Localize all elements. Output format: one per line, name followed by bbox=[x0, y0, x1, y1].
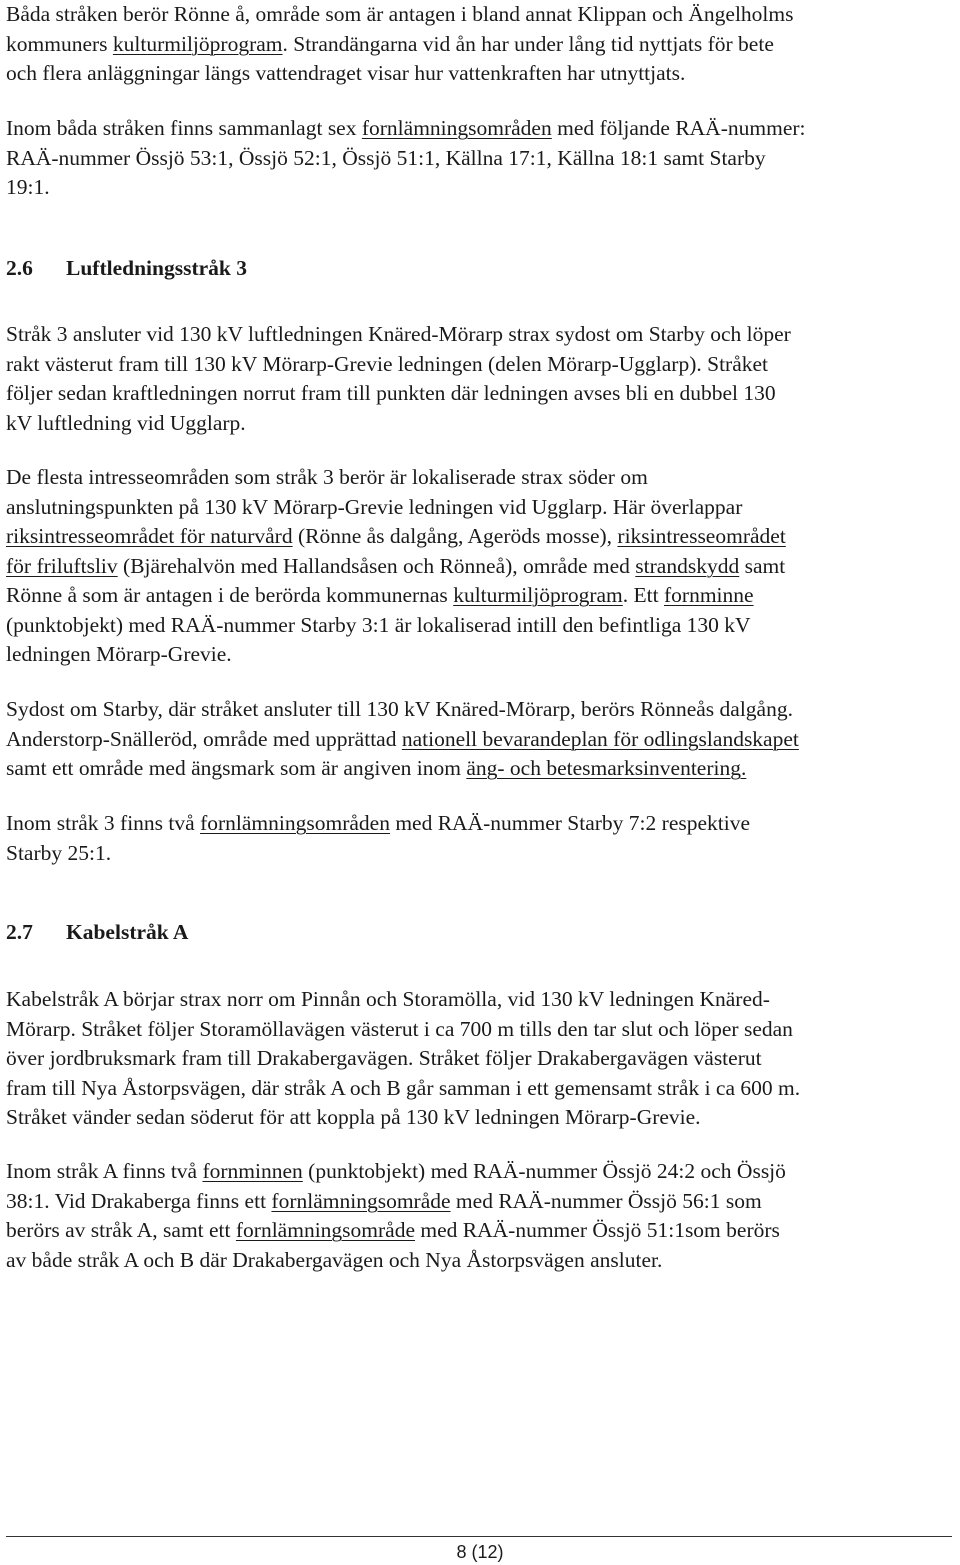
kabel-a-raa-line-2 bbox=[6, 1187, 946, 1217]
strak3-paragraph bbox=[6, 320, 946, 438]
southeast-text: Anderstorp-Snälleröd, område med upprättad bbox=[6, 726, 402, 751]
riksintresse-friluftsliv-link[interactable]: riksintresseområdet bbox=[617, 524, 786, 548]
kabel-a-raa-text: 38:1. Vid Drakaberga finns ett bbox=[6, 1188, 272, 1213]
betesmarksinventering-link[interactable]: äng- och betesmarksinventering. bbox=[466, 756, 747, 780]
interests-text: (Bjärehalvön med Hallandsåsen och Rönneå), område med bbox=[117, 553, 636, 578]
intro-line-2 bbox=[6, 30, 946, 60]
kabel-a-paragraph bbox=[6, 985, 946, 1133]
strak3-raa-text: med RAÄ-nummer Starby 7:2 respektive bbox=[389, 811, 751, 835]
southeast-paragraph bbox=[6, 695, 946, 784]
kabel-a-raa-text: med RAÄ-nummer Össjö 56:1 som bbox=[450, 1188, 762, 1213]
section-heading-2-7 bbox=[6, 918, 188, 948]
riksintresse-naturvard-link[interactable]: riksintresseområdet för naturvård bbox=[6, 524, 293, 548]
interests-text: Rönne å som är antagen i de berörda kommunernas bbox=[6, 583, 454, 607]
interests-line-2: anslutningspunkten på 130 kV Mörarp-Grevie ledningen vid Ugglarp. Här överlappar bbox=[6, 494, 743, 519]
kabel-a-line-5: Stråket vänder sedan söderut för att koppla på 130 kV ledningen Mörarp-Grevie. bbox=[6, 1105, 701, 1129]
intro-line-3: och flera anläggningar längs vattendraget visar hur vattenkraften har utnyttjats. bbox=[6, 61, 686, 85]
strak3-raa-paragraph bbox=[6, 809, 946, 868]
strak3-line-2: rakt västerut fram till 130 kV Mörarp-Grevie ledningen (delen Mörarp-Ugglarp). Stråket bbox=[6, 351, 769, 376]
raa-areas-paragraph bbox=[6, 114, 946, 203]
strandskydd-link[interactable]: strandskydd bbox=[635, 553, 740, 578]
kabel-a-line-4: fram till Nya Åstorpsvägen, där stråk A och B går samman i ett gemensamt stråk i ca 600 m. bbox=[6, 1075, 801, 1100]
southeast-line-2 bbox=[6, 725, 946, 755]
fornminnen-link[interactable]: fornminnen bbox=[202, 1159, 303, 1183]
interests-line-7: ledningen Mörarp-Grevie. bbox=[6, 642, 232, 666]
kabel-a-raa-line-4: av både stråk A och B där Drakabergavägen och Nya Åstorpsvägen ansluter. bbox=[6, 1247, 663, 1272]
kabel-a-line-2: Mörarp. Stråket följer Storamöllavägen västerut i ca 700 m tills den tar slut och löper sedan bbox=[6, 1016, 793, 1041]
section-number: 2.7 bbox=[6, 920, 33, 944]
strak3-raa-line-1 bbox=[6, 809, 946, 839]
section-heading-2-6 bbox=[6, 254, 247, 284]
raa-areas-line-1 bbox=[6, 114, 946, 144]
section-title: Luftledningsstråk 3 bbox=[66, 256, 247, 280]
strak3-line-4: kV luftledning vid Ugglarp. bbox=[6, 410, 246, 435]
kabel-a-line-3: över jordbruksmark fram till Drakabergavägen. Stråket följer Drakabergavägen västerut bbox=[6, 1046, 762, 1070]
section-number: 2.6 bbox=[6, 256, 33, 280]
interests-paragraph bbox=[6, 463, 946, 670]
intro-text: . Strandängarna vid ån har under lång tid nyttjats för bete bbox=[282, 31, 774, 56]
intro-paragraph bbox=[6, 0, 946, 89]
kabel-a-raa-paragraph bbox=[6, 1157, 946, 1275]
fornlamningsomraden-link[interactable]: fornlämningsområden bbox=[200, 811, 390, 835]
fornminne-link[interactable]: fornminne bbox=[664, 583, 754, 607]
raa-areas-line-3: 19:1. bbox=[6, 175, 50, 199]
interests-line-1: De flesta intresseområden som stråk 3 berör är lokaliserade strax söder om bbox=[6, 465, 648, 489]
kabel-a-raa-line-1 bbox=[6, 1157, 946, 1187]
raa-areas-line-2: RAÄ-nummer Össjö 53:1, Össjö 52:1, Össjö 51:1, Källna 17:1, Källna 18:1 samt Starby bbox=[6, 145, 766, 170]
kabel-a-raa-line-3 bbox=[6, 1216, 946, 1246]
section-title: Kabelstråk A bbox=[66, 920, 189, 944]
strak3-line-1: Stråk 3 ansluter vid 130 kV luftledningen Knäred-Mörarp strax sydost om Starby och löper bbox=[6, 322, 791, 346]
southeast-line-3 bbox=[6, 754, 946, 784]
raa-areas-text: Inom båda stråken finns sammanlagt sex bbox=[6, 116, 362, 140]
kabel-a-raa-text: med RAÄ-nummer Össjö 51:1som berörs bbox=[415, 1218, 780, 1242]
interests-line-3 bbox=[6, 522, 946, 552]
kabel-a-line-1: Kabelstråk A börjar strax norr om Pinnån och Storamölla, vid 130 kV ledningen Knäred- bbox=[6, 987, 770, 1011]
kulturmiljoprogram-link[interactable]: kulturmiljöprogram bbox=[453, 583, 623, 607]
footer-divider bbox=[6, 1536, 952, 1537]
riksintresse-friluftsliv-link-cont[interactable]: för friluftsliv bbox=[6, 553, 118, 578]
strak3-raa-text: Inom stråk 3 finns två bbox=[6, 811, 201, 835]
page-number: 8 (12) bbox=[456, 1542, 504, 1562]
kabel-a-raa-text: (punktobjekt) med RAÄ-nummer Össjö 24:2 och Össjö bbox=[302, 1159, 786, 1183]
intro-line-1: Båda stråken berör Rönne å, område som är antagen i bland annat Klippan och Ängelholms bbox=[6, 2, 794, 26]
bevarandeplan-link[interactable]: nationell bevarandeplan för odlingslandskapet bbox=[401, 726, 799, 751]
interests-text: . Ett bbox=[622, 583, 664, 607]
fornlamningsomrade-link[interactable]: fornlämningsområde bbox=[271, 1188, 451, 1213]
kabel-a-raa-text: berörs av stråk A, samt ett bbox=[6, 1218, 236, 1242]
intro-text: kommuners bbox=[6, 31, 113, 56]
kulturmiljoprogram-link[interactable]: kulturmiljöprogram bbox=[112, 31, 283, 56]
southeast-text: samt ett område med ängsmark som är angiven inom bbox=[6, 756, 467, 780]
fornlamningsomrade-link[interactable]: fornlämningsområde bbox=[235, 1218, 416, 1242]
interests-text: (Rönne ås dalgång, Ageröds mosse), bbox=[292, 524, 618, 548]
strak3-raa-line-2: Starby 25:1. bbox=[6, 840, 112, 865]
interests-line-6: (punktobjekt) med RAÄ-nummer Starby 3:1 är lokaliserad intill den befintliga 130 kV bbox=[6, 612, 751, 637]
kabel-a-raa-text: Inom stråk A finns två bbox=[6, 1159, 203, 1183]
interests-line-4 bbox=[6, 552, 946, 582]
interests-line-5 bbox=[6, 581, 946, 611]
southeast-line-1: Sydost om Starby, där stråket ansluter till 130 kV Knäred-Mörarp, berörs Rönneås dalgång. bbox=[6, 697, 793, 721]
raa-areas-text: med följande RAÄ-nummer: bbox=[551, 116, 806, 140]
fornlamningsomraden-link[interactable]: fornlämningsområden bbox=[361, 116, 552, 140]
strak3-line-3: följer sedan kraftledningen norrut fram till punkten där ledningen avses bli en dubbel 130 bbox=[6, 381, 776, 405]
interests-text: samt bbox=[739, 553, 786, 578]
